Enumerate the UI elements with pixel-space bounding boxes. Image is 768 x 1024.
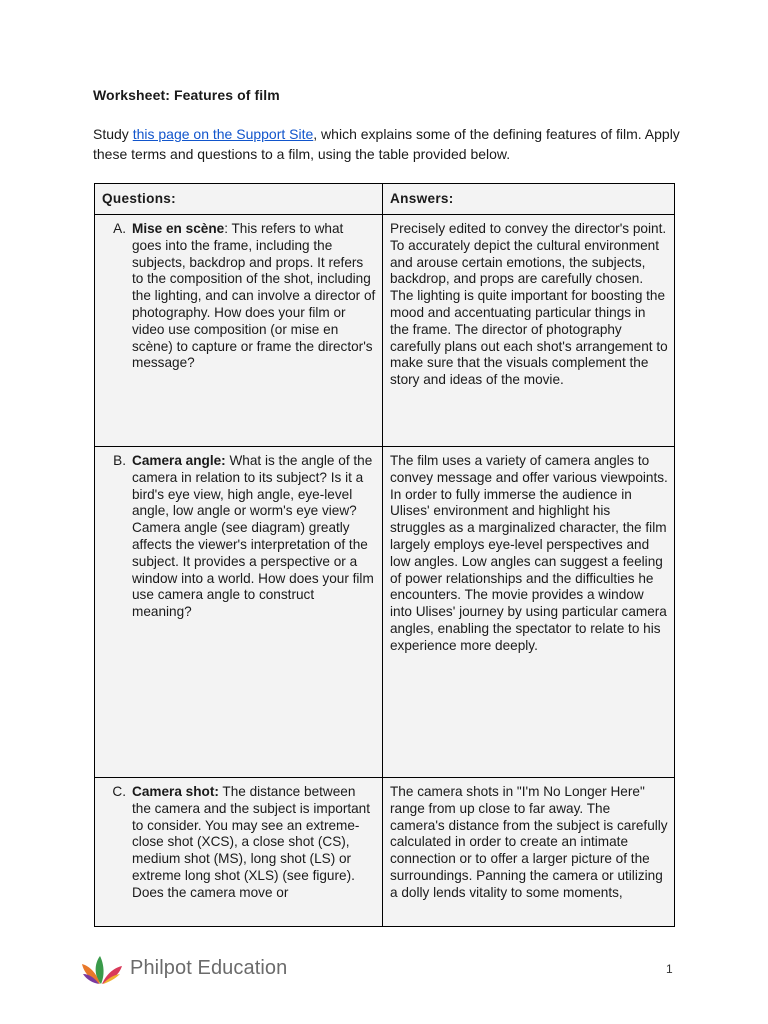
worksheet-title: Worksheet: Features of film — [93, 87, 280, 103]
answer-cell: The camera shots in "I'm No Longer Here" range from up close to far away. The camera's distance from the subject is carefully calculated in order to create an intimate connection or to offer a larger picture of the surroundings. Panning the camera or utilizing a dolly lends vitality to some moments, — [383, 778, 675, 927]
question-letter: C. — [112, 784, 126, 799]
question-text: What is the angle of the camera in relation to its subject? Is it a bird's eye view, high angle, eye-level angle, low angle or worm's eye view? Camera angle (see diagram) greatly affects the viewer's interpretation of the subject. It provides a perspective or a window into a world. How does your film use camera angle to construct meaning? — [132, 453, 374, 620]
question-cell — [95, 215, 383, 447]
table-row — [95, 778, 675, 927]
question-text: : This refers to what goes into the frame, including the subjects, backdrop and props. It refers to the composition of the shot, including the lighting, and can involve a director of photography. How does your film or video use composition (or mise en scène) to capture or frame the director's message? — [132, 221, 376, 371]
brand-name: Philpot Education — [130, 956, 288, 979]
answers-header: Answers: — [383, 184, 675, 215]
page-number: 1 — [666, 962, 673, 976]
table-header-row — [95, 184, 675, 215]
question-term: Camera angle: — [132, 453, 226, 468]
question-term: Camera shot: — [132, 784, 219, 799]
answer-cell: Precisely edited to convey the director's point. To accurately depict the cultural environment and arouse certain emotions, the subjects, backdrop, and props are carefully chosen. The lighting is quite important for boosting the mood and accentuating particular things in the frame. The director of photography carefully plans out each shot's arrangement to make sure that the visuals complement the story and ideas of the movie. — [383, 215, 675, 447]
questions-header: Questions: — [95, 184, 383, 215]
table-row — [95, 215, 675, 447]
philpot-logo — [80, 950, 287, 986]
table-row — [95, 447, 675, 778]
question-cell — [95, 447, 383, 778]
question-letter: A. — [113, 221, 126, 236]
support-site-link[interactable]: this page on the Support Site — [132, 126, 314, 142]
answer-cell: The film uses a variety of camera angles to convey message and offer various viewpoints. In order to fully immerse the audience in Ulises' environment and highlight his struggles as a marginalized character, the film largely employs eye-level perspectives and low angles. Low angles can suggest a feeling of power relationships and the difficulties he encounters. The movie provides a window into Ulises' journey by using particular camera angles, enabling the spectator to relate to his experience more deeply. — [383, 447, 675, 778]
intro-paragraph — [93, 124, 683, 164]
intro-text-before: Study — [93, 126, 133, 142]
question-cell — [95, 778, 383, 927]
leaf-logo-icon — [80, 950, 124, 986]
intro-text-after: , which explains some of the defining features of film. Apply these terms and questions to a film, using the table provided below. — [93, 126, 680, 162]
question-text: The distance between the camera and the subject is important to consider. You may see an extreme-close shot (XCS), a close shot (CS), medium shot (MS), long shot (LS) or extreme long shot (XLS) (see figure). Does the camera move or — [132, 784, 371, 900]
question-letter: B. — [113, 453, 126, 468]
question-term: Mise en scène — [132, 221, 225, 236]
features-table — [94, 183, 675, 927]
